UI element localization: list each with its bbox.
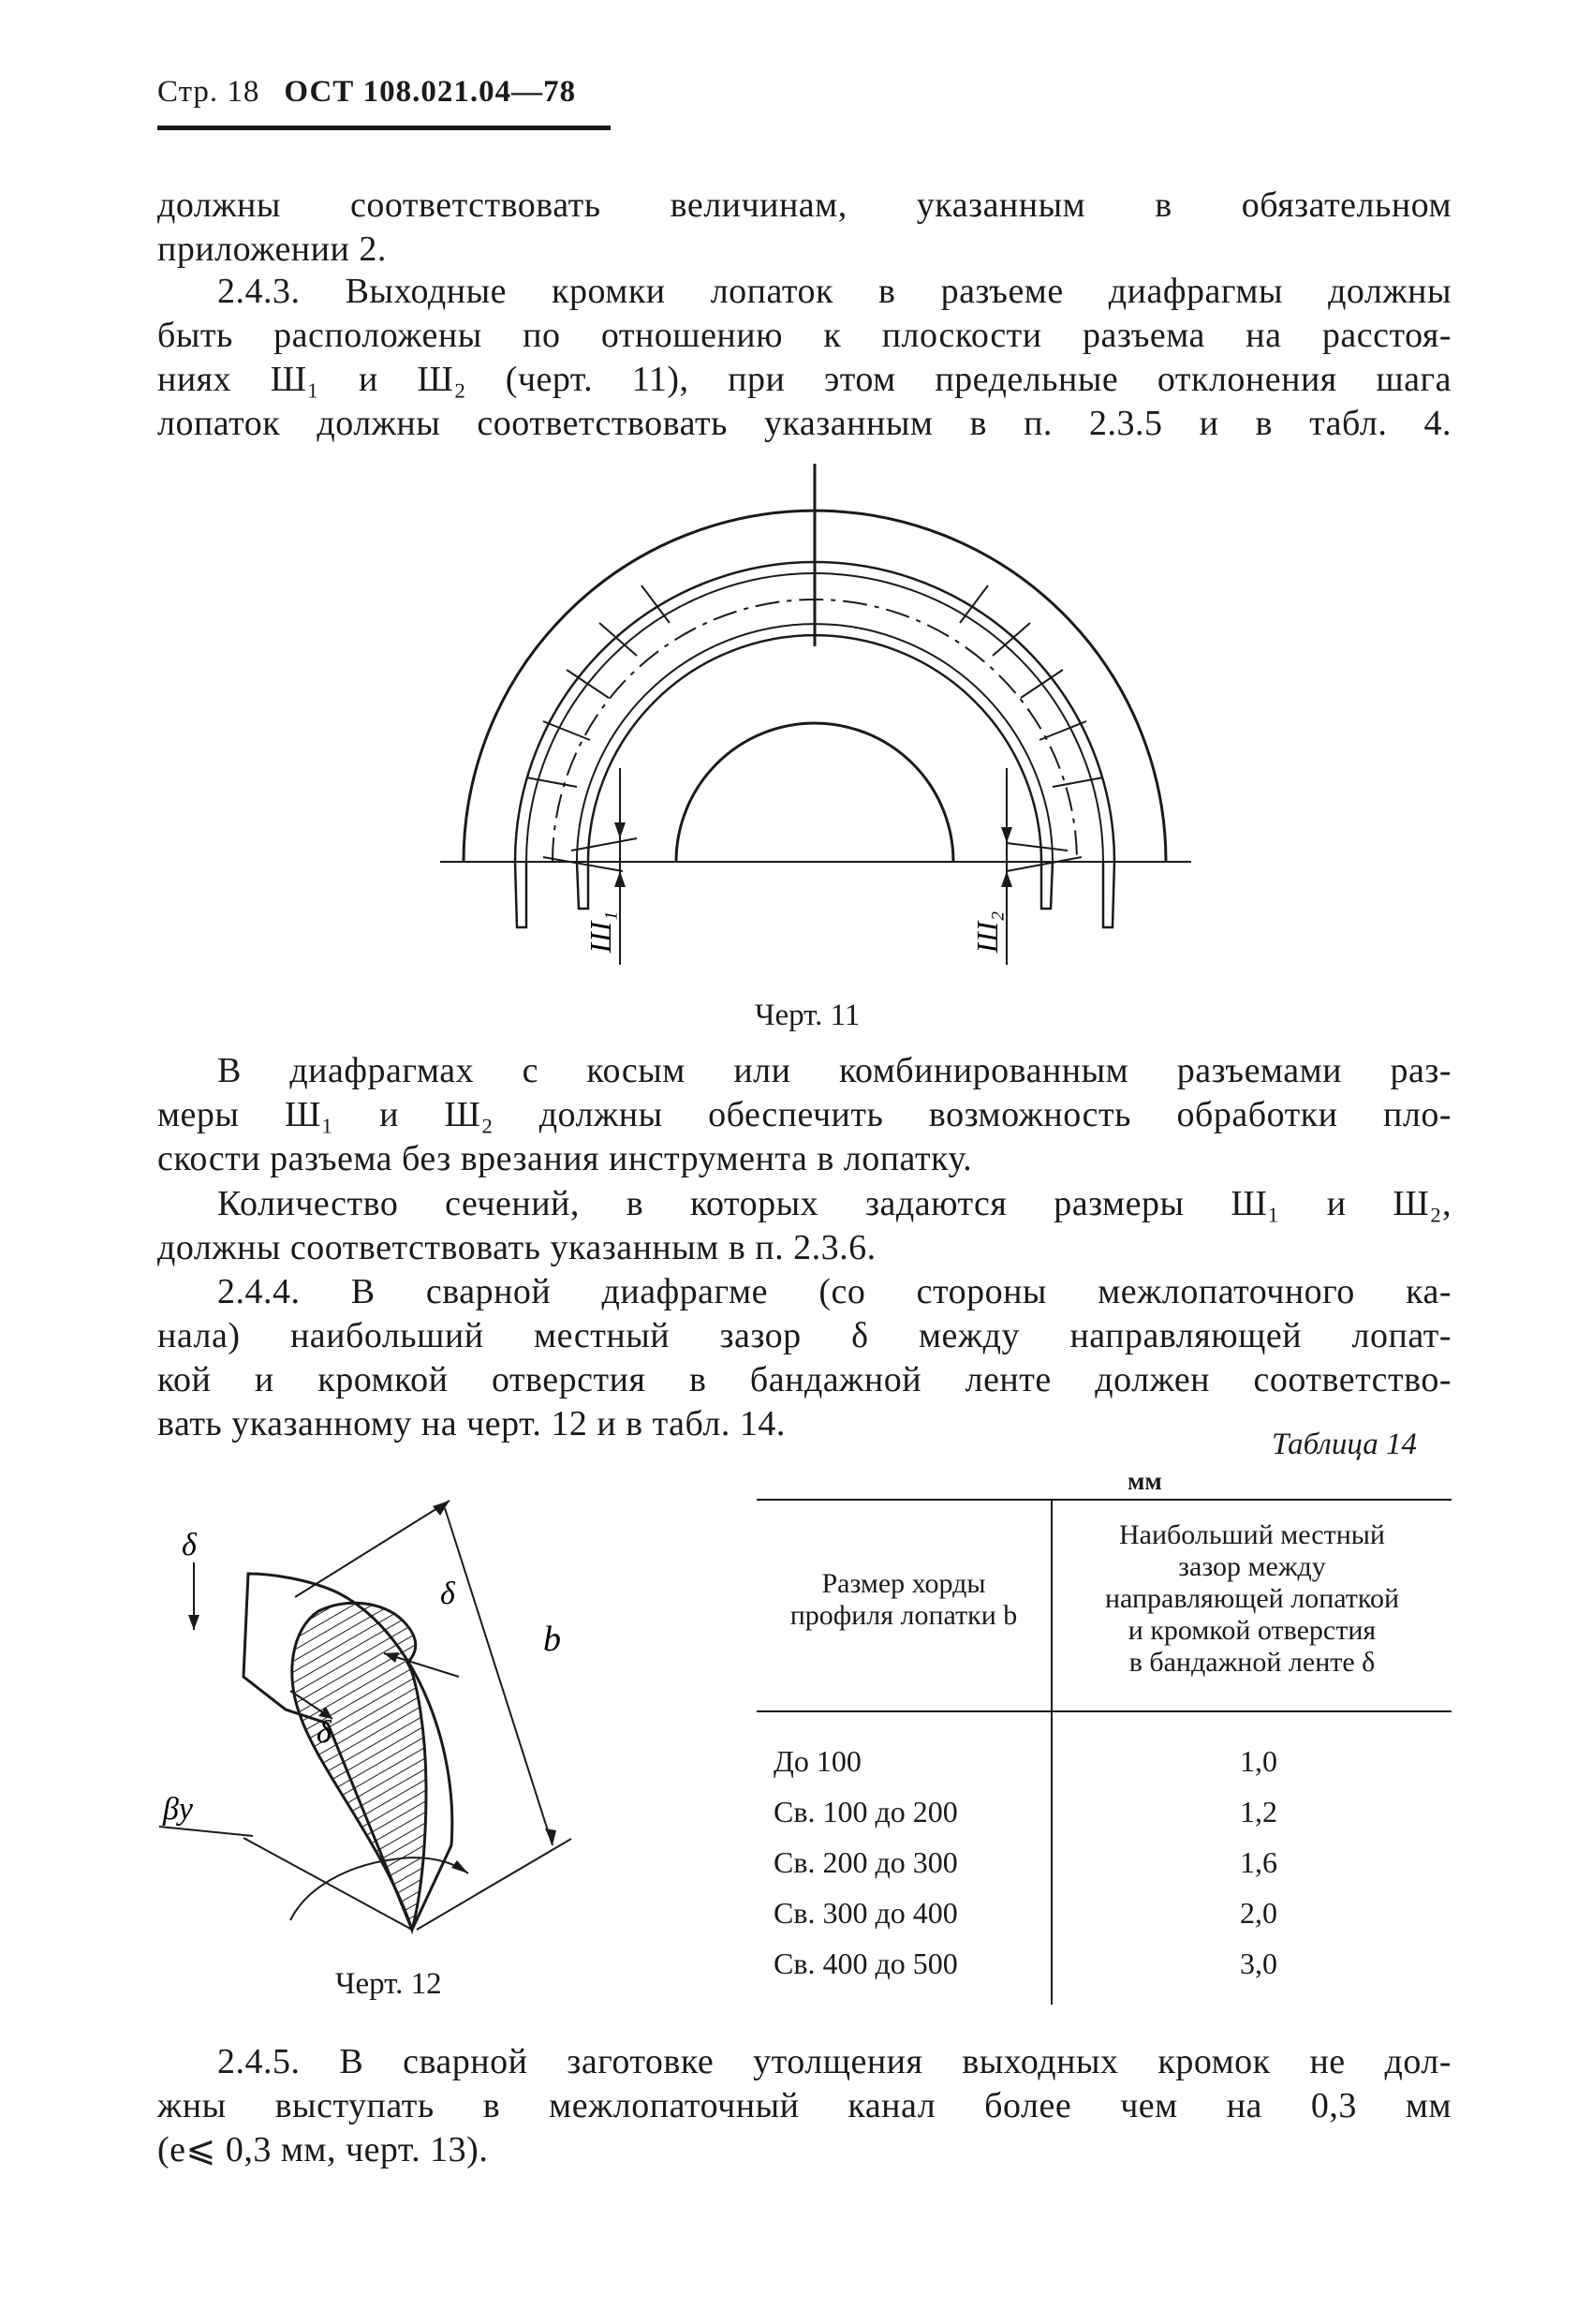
arrow-head — [614, 871, 626, 887]
standard-code: ОСТ 108.021.04—78 — [284, 75, 577, 109]
text-line: скости разъема без врезания инструмента в лопатку. — [157, 1139, 973, 1178]
band-leg — [515, 862, 526, 927]
column-header-chord-size — [757, 1568, 1051, 1632]
label-delta-mid: δ — [440, 1576, 455, 1611]
text-line: 2.4.5. В сварной заготовке утолщения выходных кромок не дол- — [217, 2042, 1452, 2081]
figure-12-blade-profile — [159, 1489, 646, 1958]
figure-11-diaphragm-drawing — [412, 459, 1199, 984]
header-line: и кромкой отверстия — [1128, 1615, 1377, 1646]
label-delta-top: δ — [182, 1528, 197, 1562]
table-header-rule — [757, 1710, 1452, 1712]
figure-12-caption: Черт. 12 — [335, 1967, 442, 2001]
text-line: (е⩽ 0,3 мм, черт. 13). — [157, 2130, 489, 2169]
arrow-head — [451, 1860, 468, 1873]
text-line: жны выступать в межлопаточный канал более чем на 0,3 мм — [157, 2086, 1452, 2125]
paragraph-2-4-3 — [157, 270, 1452, 446]
header-line: направляющей лопаткой — [1104, 1583, 1400, 1614]
header-line: в бандажной ленте δ — [1128, 1647, 1376, 1678]
dimension-label-sh1: Ш₁ — [583, 910, 617, 954]
table-top-rule — [757, 1499, 1452, 1501]
table-14-unit: мм — [1128, 1467, 1162, 1495]
table-row-size: Св. 300 до 400 — [774, 1896, 958, 1930]
band-arc-inner-2 — [588, 635, 1041, 862]
page-header — [157, 75, 576, 110]
text-line: приложении 2. — [157, 229, 387, 269]
header-line: зазор между — [1178, 1551, 1326, 1582]
table-row-gap: 3,0 — [1240, 1947, 1277, 1980]
label-delta-low: δ — [317, 1715, 332, 1750]
header-line: Наибольший местный — [1118, 1519, 1385, 1550]
paragraph-2-4-4 — [157, 1270, 1452, 1446]
text-line: должны соответствовать указанным в п. 2.3.6. — [157, 1228, 877, 1267]
figure-11-caption: Черт. 11 — [755, 999, 861, 1032]
text-line: вать указанному на черт. 12 и в табл. 14. — [157, 1404, 786, 1443]
table-row-size: Св. 200 до 300 — [774, 1845, 958, 1879]
header-line: профиля лопатки b — [789, 1600, 1018, 1631]
text-line: быть расположены по отношению к плоскости разъема на расстоя- — [157, 316, 1452, 355]
arrow-head — [188, 1615, 199, 1630]
dimension-line — [417, 1839, 571, 1930]
table-14-title: Таблица 14 — [1272, 1428, 1417, 1461]
table-row-gap: 1,0 — [1240, 1744, 1277, 1778]
header-rule — [157, 126, 611, 130]
arrow-head — [1001, 871, 1012, 887]
paragraph-sections-count — [157, 1182, 1452, 1270]
extension-line — [571, 838, 637, 851]
table-row-gap: 1,2 — [1240, 1795, 1277, 1828]
header-line: Размер хорды — [821, 1568, 986, 1599]
blade-section — [292, 1603, 426, 1930]
angle-leader — [159, 1827, 253, 1836]
dimension-label-sh2: Ш₂ — [970, 910, 1004, 954]
label-chord-b: b — [543, 1620, 561, 1659]
text-line: 2.4.4. В сварной диафрагме (со стороны межлопаточного ка- — [217, 1272, 1452, 1311]
blade-line — [1039, 721, 1086, 740]
page-number: Стр. 18 — [157, 75, 260, 109]
band-leg — [1103, 862, 1114, 927]
text-line: кой и кромкой отверстия в бандажной ленте должен соответство- — [157, 1360, 1452, 1399]
text-line: ниях Ш₁ и Ш₂ (черт. 11), при этом предельные отклонения шага — [157, 360, 1452, 399]
extension-line — [543, 857, 623, 871]
paragraph-1 — [157, 184, 1452, 272]
band-leg — [577, 862, 588, 909]
table-row-gap: 1,6 — [1240, 1845, 1277, 1879]
text-line: В диафрагмах с косым или комбинированным разъемами раз- — [217, 1051, 1452, 1090]
label-beta-y: βу — [163, 1792, 194, 1827]
arrow-head — [614, 822, 626, 838]
text-line: должны соответствовать величинам, указанным в обязательном — [157, 185, 1452, 225]
paragraph-2-4-5 — [157, 2040, 1452, 2172]
extension-line — [1007, 857, 1082, 871]
table-row-size: До 100 — [774, 1744, 862, 1778]
blade-line — [543, 721, 590, 740]
extension-line — [1007, 843, 1068, 851]
table-row-size: Св. 400 до 500 — [774, 1947, 958, 1980]
column-header-max-gap — [1053, 1519, 1452, 1679]
text-line: лопаток должны соответствовать указанным в п. 2.3.5 и в табл. 4. — [157, 404, 1452, 443]
blade-line — [1053, 777, 1103, 787]
blade-line — [960, 585, 988, 623]
arrow-head — [1001, 827, 1012, 843]
table-14 — [757, 1499, 1452, 2005]
band-leg — [1041, 862, 1053, 909]
dimension-line — [295, 1501, 450, 1597]
blade-line — [526, 777, 577, 787]
text-line: нала) наибольший местный зазор δ между направляющей лопат- — [157, 1316, 1452, 1355]
arrow-head — [545, 1828, 556, 1845]
text-line: меры Ш₁ и Ш₂ должны обеспечить возможность обработки пло- — [157, 1095, 1452, 1134]
text-line: Количество сечений, в которых задаются размеры Ш₁ и Ш₂, — [217, 1184, 1452, 1223]
table-row-gap: 2,0 — [1240, 1896, 1277, 1930]
table-row-size: Св. 100 до 200 — [774, 1795, 958, 1828]
text-line: 2.4.3. Выходные кромки лопаток в разъеме диафрагмы должны — [217, 272, 1452, 311]
bore-arc — [676, 723, 953, 862]
dimension-line — [445, 1508, 553, 1845]
paragraph-diaphragm-joints — [157, 1049, 1452, 1181]
blade-line — [641, 585, 670, 623]
